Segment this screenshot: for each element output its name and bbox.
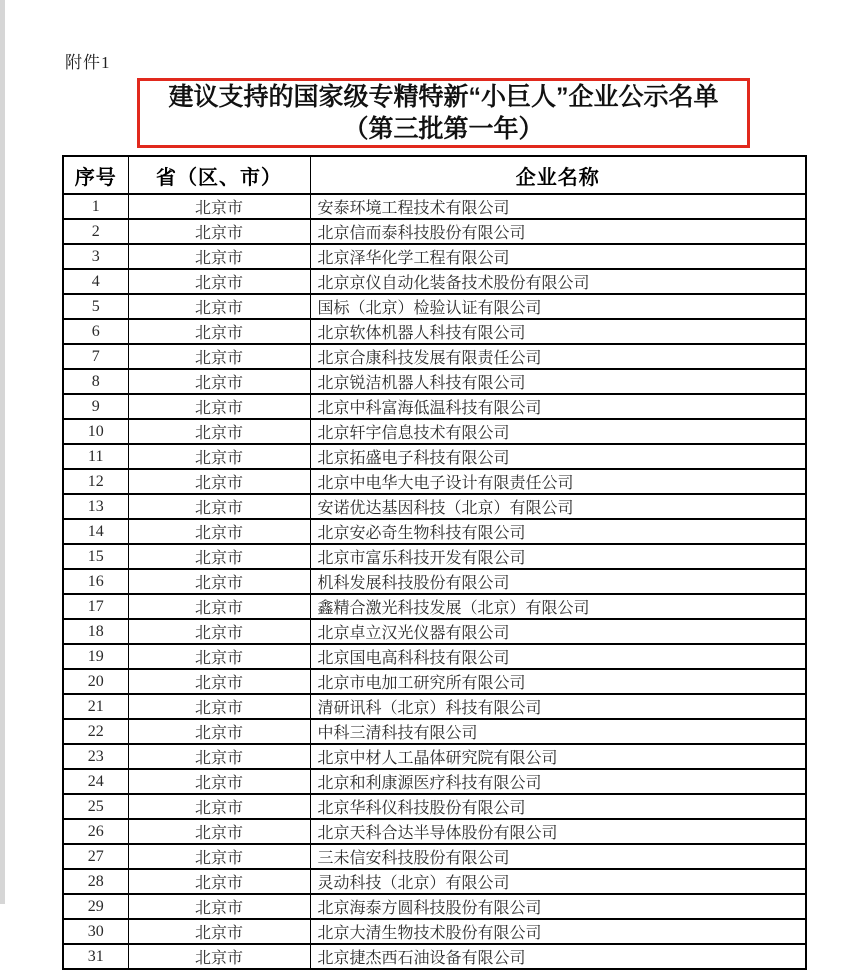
province-cell: 北京市 bbox=[128, 469, 310, 494]
company-table-body bbox=[63, 194, 806, 969]
company-cell: 北京国电高科科技有限公司 bbox=[310, 644, 806, 669]
company-cell: 北京中科富海低温科技有限公司 bbox=[310, 394, 806, 419]
seq-cell: 8 bbox=[63, 369, 128, 394]
company-cell: 北京京仪自动化装备技术股份有限公司 bbox=[310, 269, 806, 294]
province-cell: 北京市 bbox=[128, 344, 310, 369]
title-box bbox=[137, 78, 750, 148]
company-cell: 北京合康科技发展有限责任公司 bbox=[310, 344, 806, 369]
table-row bbox=[63, 294, 806, 319]
province-cell: 北京市 bbox=[128, 794, 310, 819]
province-cell: 北京市 bbox=[128, 494, 310, 519]
seq-cell: 29 bbox=[63, 894, 128, 919]
province-cell: 北京市 bbox=[128, 519, 310, 544]
province-cell: 北京市 bbox=[128, 694, 310, 719]
table-row bbox=[63, 869, 806, 894]
seq-cell: 7 bbox=[63, 344, 128, 369]
province-cell: 北京市 bbox=[128, 594, 310, 619]
seq-cell: 20 bbox=[63, 669, 128, 694]
seq-cell: 18 bbox=[63, 619, 128, 644]
table-row bbox=[63, 844, 806, 869]
seq-cell: 6 bbox=[63, 319, 128, 344]
seq-cell: 19 bbox=[63, 644, 128, 669]
company-cell: 北京安必奇生物科技有限公司 bbox=[310, 519, 806, 544]
seq-cell: 22 bbox=[63, 719, 128, 744]
table-row bbox=[63, 444, 806, 469]
seq-cell: 9 bbox=[63, 394, 128, 419]
company-cell: 北京捷杰西石油设备有限公司 bbox=[310, 944, 806, 969]
company-table bbox=[62, 155, 807, 970]
province-cell: 北京市 bbox=[128, 869, 310, 894]
seq-cell: 21 bbox=[63, 694, 128, 719]
table-row bbox=[63, 244, 806, 269]
company-cell: 北京市电加工研究所有限公司 bbox=[310, 669, 806, 694]
table-row bbox=[63, 419, 806, 444]
company-cell: 灵动科技（北京）有限公司 bbox=[310, 869, 806, 894]
seq-cell: 2 bbox=[63, 219, 128, 244]
table-row bbox=[63, 744, 806, 769]
company-cell: 清研讯科（北京）科技有限公司 bbox=[310, 694, 806, 719]
seq-cell: 25 bbox=[63, 794, 128, 819]
province-cell: 北京市 bbox=[128, 194, 310, 219]
seq-cell: 4 bbox=[63, 269, 128, 294]
province-cell: 北京市 bbox=[128, 894, 310, 919]
seq-cell: 27 bbox=[63, 844, 128, 869]
company-cell: 安诺优达基因科技（北京）有限公司 bbox=[310, 494, 806, 519]
province-cell: 北京市 bbox=[128, 919, 310, 944]
seq-cell: 13 bbox=[63, 494, 128, 519]
seq-cell: 23 bbox=[63, 744, 128, 769]
company-cell: 北京轩宇信息技术有限公司 bbox=[310, 419, 806, 444]
province-cell: 北京市 bbox=[128, 244, 310, 269]
table-row bbox=[63, 619, 806, 644]
table-row bbox=[63, 794, 806, 819]
company-cell: 国标（北京）检验认证有限公司 bbox=[310, 294, 806, 319]
table-row bbox=[63, 819, 806, 844]
company-cell: 北京锐洁机器人科技有限公司 bbox=[310, 369, 806, 394]
company-cell: 北京和利康源医疗科技有限公司 bbox=[310, 769, 806, 794]
company-cell: 北京泽华化学工程有限公司 bbox=[310, 244, 806, 269]
company-cell: 北京市富乐科技开发有限公司 bbox=[310, 544, 806, 569]
table-row bbox=[63, 594, 806, 619]
seq-cell: 26 bbox=[63, 819, 128, 844]
seq-cell: 12 bbox=[63, 469, 128, 494]
header-seq: 序号 bbox=[63, 156, 128, 194]
province-cell: 北京市 bbox=[128, 844, 310, 869]
company-cell: 北京拓盛电子科技有限公司 bbox=[310, 444, 806, 469]
province-cell: 北京市 bbox=[128, 944, 310, 969]
province-cell: 北京市 bbox=[128, 644, 310, 669]
province-cell: 北京市 bbox=[128, 544, 310, 569]
table-row bbox=[63, 719, 806, 744]
province-cell: 北京市 bbox=[128, 619, 310, 644]
province-cell: 北京市 bbox=[128, 294, 310, 319]
company-cell: 安泰环境工程技术有限公司 bbox=[310, 194, 806, 219]
table-row bbox=[63, 544, 806, 569]
company-cell: 北京信而泰科技股份有限公司 bbox=[310, 219, 806, 244]
table-row bbox=[63, 519, 806, 544]
seq-cell: 5 bbox=[63, 294, 128, 319]
province-cell: 北京市 bbox=[128, 819, 310, 844]
table-row bbox=[63, 944, 806, 969]
header-province: 省（区、市） bbox=[128, 156, 310, 194]
header-company: 企业名称 bbox=[310, 156, 806, 194]
table-row bbox=[63, 344, 806, 369]
table-row bbox=[63, 644, 806, 669]
table-header bbox=[63, 156, 806, 194]
company-cell: 三未信安科技股份有限公司 bbox=[310, 844, 806, 869]
province-cell: 北京市 bbox=[128, 569, 310, 594]
company-cell: 北京海泰方圆科技股份有限公司 bbox=[310, 894, 806, 919]
seq-cell: 30 bbox=[63, 919, 128, 944]
table-row bbox=[63, 394, 806, 419]
province-cell: 北京市 bbox=[128, 319, 310, 344]
seq-cell: 1 bbox=[63, 194, 128, 219]
table-row bbox=[63, 319, 806, 344]
company-cell: 中科三清科技有限公司 bbox=[310, 719, 806, 744]
page-edge-shadow bbox=[0, 0, 5, 904]
seq-cell: 31 bbox=[63, 944, 128, 969]
province-cell: 北京市 bbox=[128, 669, 310, 694]
company-cell: 北京卓立汉光仪器有限公司 bbox=[310, 619, 806, 644]
company-cell: 北京华科仪科技股份有限公司 bbox=[310, 794, 806, 819]
company-cell: 北京软体机器人科技有限公司 bbox=[310, 319, 806, 344]
province-cell: 北京市 bbox=[128, 369, 310, 394]
company-cell: 北京天科合达半导体股份有限公司 bbox=[310, 819, 806, 844]
header-row bbox=[63, 156, 806, 194]
seq-cell: 10 bbox=[63, 419, 128, 444]
table-row bbox=[63, 194, 806, 219]
table-row bbox=[63, 469, 806, 494]
province-cell: 北京市 bbox=[128, 219, 310, 244]
table-row bbox=[63, 369, 806, 394]
seq-cell: 3 bbox=[63, 244, 128, 269]
table-row bbox=[63, 919, 806, 944]
seq-cell: 16 bbox=[63, 569, 128, 594]
province-cell: 北京市 bbox=[128, 269, 310, 294]
seq-cell: 28 bbox=[63, 869, 128, 894]
table-row bbox=[63, 569, 806, 594]
province-cell: 北京市 bbox=[128, 769, 310, 794]
document-title-line2: （第三批第一年） bbox=[343, 115, 544, 143]
seq-cell: 11 bbox=[63, 444, 128, 469]
province-cell: 北京市 bbox=[128, 719, 310, 744]
table-row bbox=[63, 269, 806, 294]
company-cell: 北京中电华大电子设计有限责任公司 bbox=[310, 469, 806, 494]
table-row bbox=[63, 894, 806, 919]
table-row bbox=[63, 494, 806, 519]
table-row bbox=[63, 769, 806, 794]
company-cell: 北京中材人工晶体研究院有限公司 bbox=[310, 744, 806, 769]
document-title-line1: 建议支持的国家级专精特新“小巨人”企业公示名单 bbox=[168, 82, 719, 111]
province-cell: 北京市 bbox=[128, 744, 310, 769]
company-cell: 北京大清生物技术股份有限公司 bbox=[310, 919, 806, 944]
seq-cell: 17 bbox=[63, 594, 128, 619]
seq-cell: 15 bbox=[63, 544, 128, 569]
company-cell: 机科发展科技股份有限公司 bbox=[310, 569, 806, 594]
table-row bbox=[63, 669, 806, 694]
province-cell: 北京市 bbox=[128, 394, 310, 419]
seq-cell: 24 bbox=[63, 769, 128, 794]
seq-cell: 14 bbox=[63, 519, 128, 544]
company-cell: 鑫精合激光科技发展（北京）有限公司 bbox=[310, 594, 806, 619]
province-cell: 北京市 bbox=[128, 419, 310, 444]
attachment-label: 附件1 bbox=[65, 53, 111, 72]
table-row bbox=[63, 219, 806, 244]
table-row bbox=[63, 694, 806, 719]
province-cell: 北京市 bbox=[128, 444, 310, 469]
